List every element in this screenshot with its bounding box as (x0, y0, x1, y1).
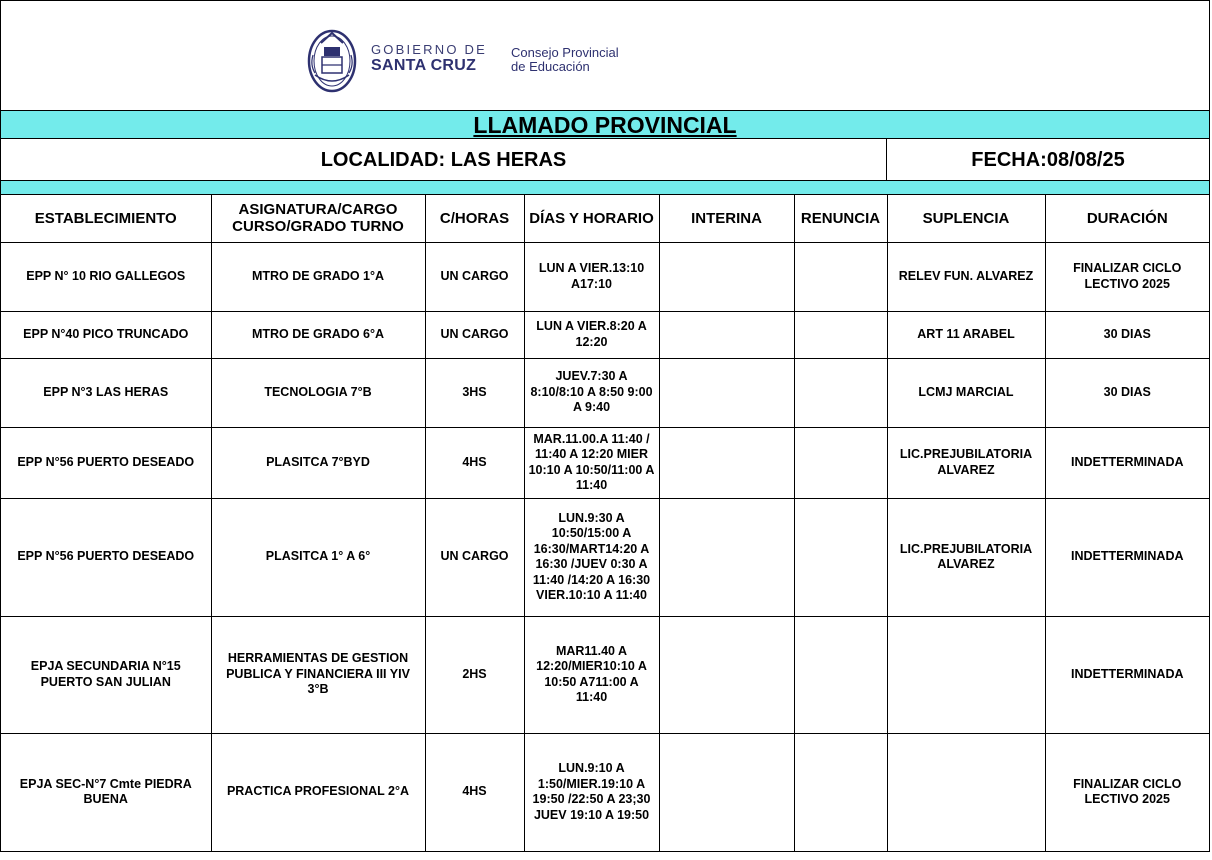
cell-dias (524, 498, 659, 616)
cell-dias (524, 733, 659, 851)
cell-horas: 4HS (425, 733, 524, 851)
table-row (1, 311, 1209, 358)
cell-dias-line: 12:20 (575, 334, 608, 349)
gov-line2: SANTA CRUZ (371, 57, 477, 74)
cell-suplencia (887, 498, 1045, 616)
header-duracion: DURACIÓN (1045, 195, 1209, 242)
cell-suplencia-line: ALVAREZ (937, 462, 995, 477)
government-wordmark (371, 43, 487, 74)
cell-dias-line: 11:40 A 12:20 MIER (534, 447, 649, 461)
cell-dias-line: VIER.10:10 A 11:40 (536, 588, 647, 602)
logo-header (1, 1, 1209, 111)
cell-interina (659, 733, 794, 851)
cell-duracion (1045, 616, 1209, 733)
cell-suplencia (887, 358, 1045, 427)
header-asignatura-line1: ASIGNATURA/CARGO (238, 201, 398, 219)
cell-dias-line: 12:20/MIER10:10 A (536, 659, 647, 673)
cell-horas: 2HS (425, 616, 524, 733)
cell-dias-line: 10:50/15:00 A (551, 526, 632, 540)
cell-duracion-line: LECTIVO 2025 (1084, 792, 1170, 806)
cell-renuncia (794, 427, 887, 498)
cell-duracion-line: LECTIVO 2025 (1084, 276, 1170, 291)
cell-duracion-line: INDETTERMINADA (1071, 549, 1184, 564)
cell-suplencia-line: LIC.PREJUBILATORIA (899, 447, 1033, 461)
divider-band (1, 181, 1209, 195)
cpe-line1: Consejo Provincial (511, 45, 619, 60)
cell-suplencia (887, 427, 1045, 498)
header-renuncia: RENUNCIA (794, 195, 887, 242)
header-asignatura-line2: CURSO/GRADO TURNO (232, 218, 404, 236)
cell-suplencia-line: LCMJ MARCIAL (918, 384, 1014, 399)
header-establecimiento: ESTABLECIMIENTO (1, 195, 211, 242)
cell-duracion (1045, 242, 1209, 311)
cell-duracion-line: INDETTERMINADA (1071, 666, 1184, 681)
cell-dias-line: MAR11.40 A (555, 643, 628, 658)
cell-renuncia (794, 616, 887, 733)
cell-dias-line: LUN.9:30 A (558, 510, 625, 525)
cell-asignatura-line: PLASITCA 7°BYD (266, 454, 370, 469)
location-date-row (1, 139, 1209, 181)
cell-horas: UN CARGO (425, 242, 524, 311)
cell-renuncia (794, 311, 887, 358)
cell-establecimiento-line: PUERTO SAN JULIAN (40, 674, 171, 689)
table-row (1, 616, 1209, 733)
cell-duracion-line: FINALIZAR CICLO (1073, 261, 1182, 275)
table-row (1, 242, 1209, 311)
gov-line1: GOBIERNO DE (371, 42, 487, 57)
cell-suplencia-line: ALVAREZ (937, 557, 995, 571)
cell-dias-line: 11:40 /14:20 A 16:30 (532, 572, 651, 587)
cell-establecimiento (1, 733, 211, 851)
localidad-cell: LOCALIDAD: LAS HERAS (1, 139, 887, 180)
cell-asignatura-line: TECNOLOGIA 7°B (264, 384, 372, 399)
cell-duracion (1045, 427, 1209, 498)
cell-interina (659, 242, 794, 311)
council-wordmark (511, 46, 619, 74)
cell-dias (524, 358, 659, 427)
cell-dias-line: LUN A VIER.8:20 A (536, 319, 647, 333)
cell-establecimiento (1, 358, 211, 427)
cell-asignatura-line: MTRO DE GRADO 1°A (251, 268, 385, 283)
cell-duracion-line: 30 DIAS (1103, 384, 1151, 399)
cell-renuncia (794, 733, 887, 851)
cell-interina (659, 311, 794, 358)
cell-renuncia (794, 242, 887, 311)
cell-duracion-line: 30 DIAS (1103, 326, 1151, 341)
cell-asignatura-line: 3°B (307, 682, 329, 697)
cell-interina (659, 498, 794, 616)
cell-duracion (1045, 733, 1209, 851)
cell-duracion-line: FINALIZAR CICLO (1073, 776, 1182, 791)
cell-dias (524, 616, 659, 733)
table-row (1, 498, 1209, 616)
cell-establecimiento-line: EPP N°56 PUERTO DESEADO (17, 454, 195, 469)
cell-dias (524, 242, 659, 311)
page-title: LLAMADO PROVINCIAL (473, 112, 737, 138)
cell-establecimiento (1, 311, 211, 358)
cell-asignatura (211, 427, 425, 498)
cell-asignatura (211, 498, 425, 616)
table-body (1, 242, 1209, 851)
cell-establecimiento-line: EPP N° 10 RIO GALLEGOS (26, 268, 186, 283)
vacancies-table (1, 195, 1209, 852)
cell-asignatura (211, 358, 425, 427)
cell-dias-line: 16:30/MART14:20 A (533, 541, 650, 556)
header-dias: DÍAS Y HORARIO (524, 195, 659, 242)
cell-suplencia-line: ART 11 ARABEL (917, 326, 1015, 341)
cell-suplencia (887, 242, 1045, 311)
cell-interina (659, 358, 794, 427)
cell-establecimiento-line: EPP N°3 LAS HERAS (43, 384, 169, 399)
cell-horas: UN CARGO (425, 311, 524, 358)
cell-duracion (1045, 311, 1209, 358)
cell-establecimiento (1, 427, 211, 498)
cell-dias-line: MAR.11.00.A 11:40 / (533, 431, 650, 446)
cell-dias-line: 10:10 A 10:50/11:00 A (528, 462, 655, 477)
cell-asignatura-line: PRACTICA PROFESIONAL 2°A (226, 784, 410, 799)
header-suplencia: SUPLENCIA (887, 195, 1045, 242)
cell-establecimiento-line: BUENA (83, 792, 128, 806)
cell-duracion-line: INDETTERMINADA (1071, 454, 1184, 469)
cell-suplencia-line: LIC.PREJUBILATORIA (899, 541, 1033, 556)
header-asignatura (211, 195, 425, 242)
provincial-seal-icon (307, 25, 357, 93)
cell-establecimiento-line: EPJA SECUNDARIA N°15 (30, 659, 181, 673)
cell-interina (659, 427, 794, 498)
cell-establecimiento (1, 498, 211, 616)
cell-dias-line: 19:50 /22:50 A 23;30 (532, 792, 651, 806)
fecha-cell: FECHA:08/08/25 (971, 149, 1125, 171)
cell-dias-line: A17:10 (571, 276, 612, 291)
cell-renuncia (794, 498, 887, 616)
cell-asignatura (211, 733, 425, 851)
cell-asignatura-line: PLASITCA 1° A 6° (265, 549, 371, 564)
cell-dias (524, 311, 659, 358)
cell-dias-line: 8:10/8:10 A 8:50 9:00 (530, 384, 653, 399)
cell-dias-line: JUEV.7:30 A (555, 369, 628, 384)
cell-dias-line: JUEV 19:10 A 19:50 (533, 807, 650, 822)
cell-renuncia (794, 358, 887, 427)
cell-interina (659, 616, 794, 733)
cell-horas: 4HS (425, 427, 524, 498)
cell-dias-line: 16:30 /JUEV 0:30 A (535, 557, 648, 571)
cell-establecimiento (1, 242, 211, 311)
header-horas: C/HORAS (425, 195, 524, 242)
cell-establecimiento (1, 616, 211, 733)
cell-asignatura-line: PUBLICA Y FINANCIERA III YIV (226, 666, 410, 681)
cell-establecimiento-line: EPJA SEC-N°7 Cmte PIEDRA (19, 776, 192, 791)
cell-dias-line: 11:40 (575, 478, 608, 492)
cell-suplencia-line: RELEV FUN. ALVAREZ (898, 268, 1034, 283)
table-row (1, 427, 1209, 498)
cell-suplencia (887, 733, 1045, 851)
cell-suplencia (887, 311, 1045, 358)
cell-dias-line: LUN.9:10 A (558, 761, 625, 775)
cell-duracion (1045, 358, 1209, 427)
title-bar (1, 111, 1209, 139)
cell-asignatura (211, 242, 425, 311)
cell-dias-line: LUN A VIER.13:10 (538, 261, 645, 275)
cell-asignatura-line: HERRAMIENTAS DE GESTION (227, 651, 409, 666)
cell-asignatura (211, 311, 425, 358)
cell-dias-line: A 9:40 (572, 400, 611, 415)
cell-dias-line: 1:50/MIER.19:10 A (537, 776, 646, 791)
cell-dias (524, 427, 659, 498)
cell-horas: UN CARGO (425, 498, 524, 616)
table-header-row (1, 195, 1209, 242)
cell-establecimiento-line: EPP N°56 PUERTO DESEADO (17, 549, 195, 564)
cell-dias-line: 11:40 (575, 690, 608, 704)
table-row (1, 358, 1209, 427)
cell-dias-line: 10:50 A711:00 A (544, 674, 639, 689)
cell-asignatura-line: MTRO DE GRADO 6°A (251, 326, 385, 341)
table-row (1, 733, 1209, 851)
cell-suplencia (887, 616, 1045, 733)
cell-duracion (1045, 498, 1209, 616)
cell-horas: 3HS (425, 358, 524, 427)
cell-asignatura (211, 616, 425, 733)
cpe-line2: de Educación (511, 59, 590, 74)
cell-establecimiento-line: EPP N°40 PICO TRUNCADO (23, 326, 189, 341)
header-interina: INTERINA (659, 195, 794, 242)
